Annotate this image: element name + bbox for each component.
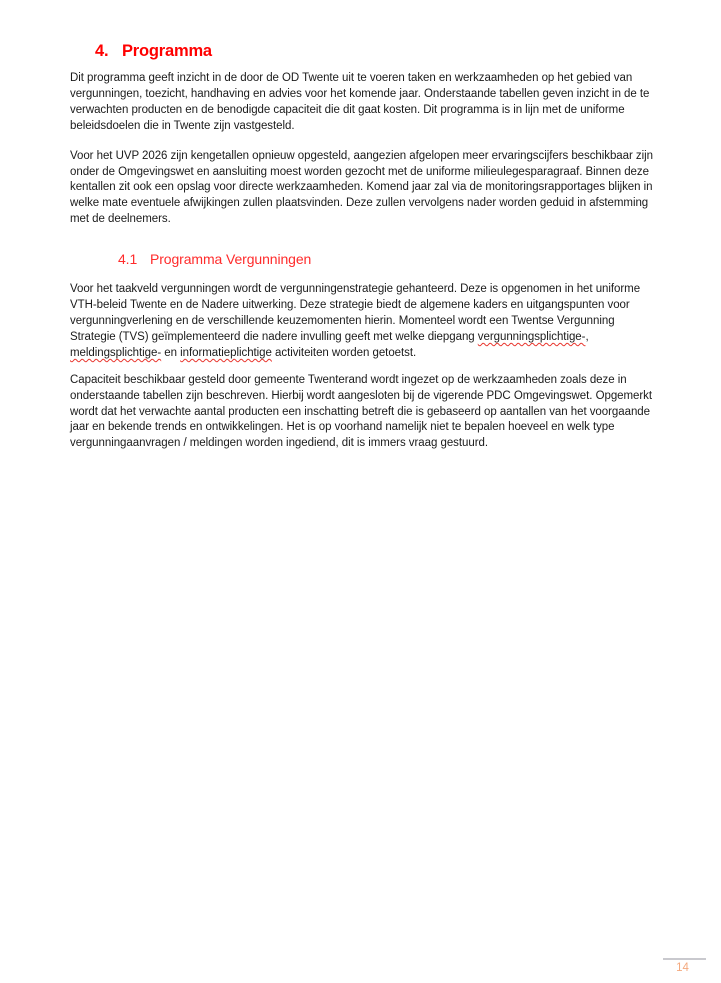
subsection-heading bbox=[118, 250, 654, 269]
paragraph-1: Dit programma geeft inzicht in de door de OD Twente uit te voeren taken en werkzaamheden op het gebied van vergunningen, toezicht, handhaving en advies voor het komende jaar. Onderstaande tabellen geven inzicht in de te verwachten producten en de benodigde capaciteit die dit gaat kosten. Dit programma is in lijn met de uniforme beleidsdoelen die in Twente zijn vastgesteld. bbox=[70, 72, 650, 132]
subsection-heading-number: 4.1 bbox=[118, 251, 138, 268]
paragraph-3 bbox=[70, 282, 654, 362]
text-segment: Voor het taakveld vergunningen wordt de vergunningenstrategie gehanteerd. Deze is opgenomen in het uniforme VTH-beleid Twente en de Nadere uitwerking. Deze strategie biedt de algemene kaders en uitgangspunten voor vergunningverlening en de verschillende keuzemomenten hierin. Momenteel wordt een Twentse Vergunning Strategie (TVS) geïmplementeerd die nadere invulling geeft met welke diepgang bbox=[70, 283, 641, 343]
footer-divider bbox=[663, 958, 706, 960]
section-heading-number: 4. bbox=[95, 42, 109, 60]
misspelled-word: meldingsplichtige- bbox=[70, 346, 162, 359]
page-number: 14 bbox=[676, 962, 689, 974]
misspelled-word: vergunningsplichtige- bbox=[477, 330, 586, 343]
document-content bbox=[70, 40, 654, 466]
subsection-heading-title: Programma Vergunningen bbox=[150, 251, 312, 268]
text-segment: en bbox=[161, 346, 181, 359]
section-heading bbox=[95, 40, 654, 62]
text-segment: activiteiten worden getoetst. bbox=[271, 346, 417, 359]
section-heading-title: Programma bbox=[122, 42, 212, 60]
paragraph-4: Capaciteit beschikbaar gesteld door gemeente Twenterand wordt ingezet op de werkzaamheden zoals deze in onderstaande tabellen zijn beschreven. Hierbij wordt aangesloten bij de vigerende PDC Omgevingswet. Opgemerkt wordt dat het verwachte aantal producten een inschatting betreft die is gebaseerd op aantallen van het voorgaande jaar en bekende trends en ontwikkelingen. Het is op voorhand namelijk niet te bepalen hoeveel en welk type vergunningaanvragen / meldingen worden ingediend, dit is immers vraag gestuurd. bbox=[70, 373, 653, 450]
misspelled-word: informatieplichtige bbox=[180, 346, 272, 359]
paragraph-2: Voor het UVP 2026 zijn kengetallen opnieuw opgesteld, aangezien afgelopen meer ervaringscijfers beschikbaar zijn onder de Omgevingswet en aansluiting moest worden gezocht met de uniforme milieulegesparagraaf. Binnen deze kentallen zit ook een opslag voor directe werkzaamheden. Komend jaar zal via de monitoringsrapportages blijken in welke mate eventuele afwijkingen zullen plaatsvinden. Deze zullen vervolgens nader worden geduid in afstemming met de deelnemers. bbox=[70, 149, 653, 226]
text-segment: , bbox=[585, 330, 589, 343]
